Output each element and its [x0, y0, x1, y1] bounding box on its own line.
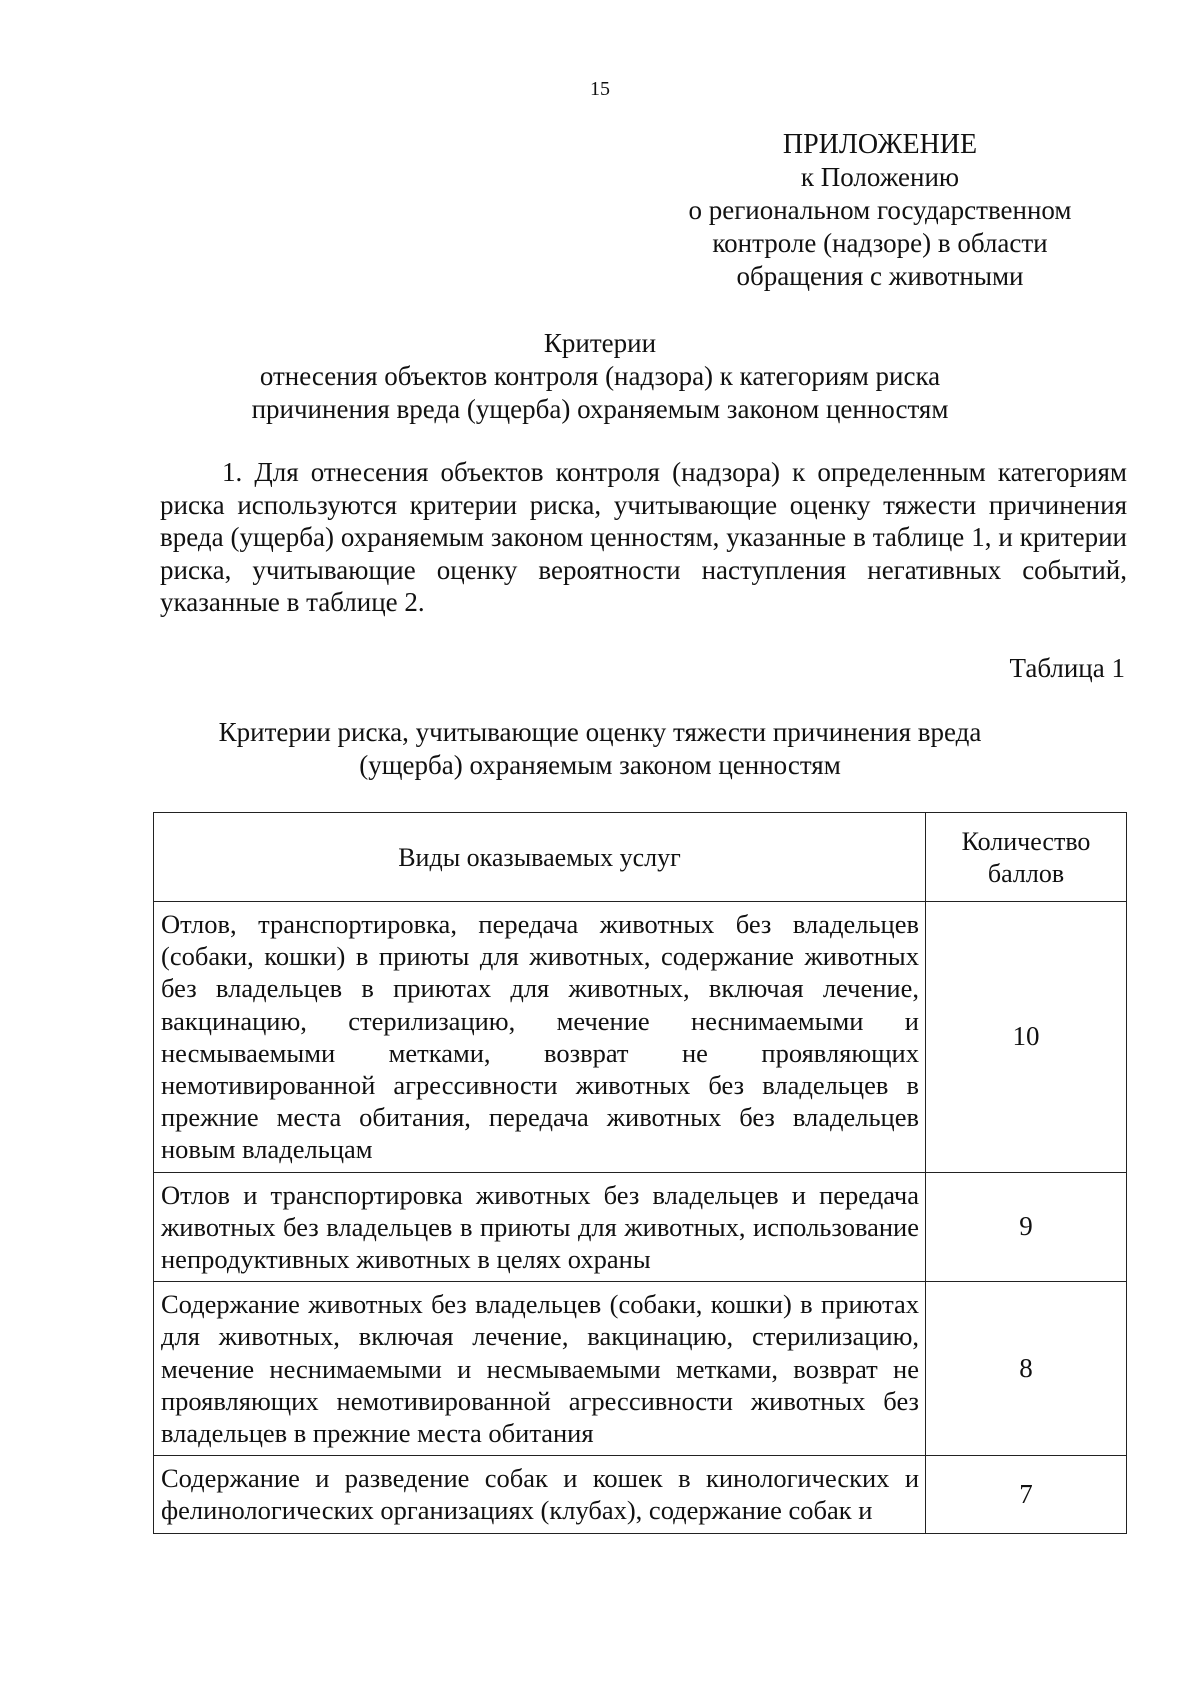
table-row: [154, 1282, 1127, 1456]
table-caption: [150, 716, 1050, 782]
page-number: 15: [590, 78, 610, 100]
appendix-line: обращения с животными: [736, 261, 1024, 291]
appendix-header: [640, 128, 1120, 293]
appendix-line: контроле (надзоре) в области: [712, 228, 1048, 258]
appendix-title: ПРИЛОЖЕНИЕ: [782, 129, 978, 160]
criteria-title-line: отнесения объектов контроля (надзора) к категориям риска: [259, 361, 941, 391]
table-row: [154, 902, 1127, 1173]
table-caption-line: (ущерба) охраняемым законом ценностям: [359, 750, 841, 780]
table-row: [154, 1456, 1127, 1533]
table-row: [154, 1172, 1127, 1282]
points-cell: 9: [926, 1172, 1127, 1282]
service-cell: Отлов и транспортировка животных без владельцев и передача животных без владельцев в приюты для животных, использование непродуктивных животных в целях охраны: [154, 1172, 926, 1282]
points-cell: 10: [926, 902, 1127, 1173]
header-points: Количество баллов: [926, 813, 1127, 902]
criteria-title-line: Критерии: [543, 328, 657, 358]
points-cell: 8: [926, 1282, 1127, 1456]
service-cell: Содержание и разведение собак и кошек в кинологических и фелинологических организациях (клубах), содержание собак и: [154, 1456, 926, 1533]
header-service: Виды оказываемых услуг: [154, 813, 926, 902]
paragraph-1: 1. Для отнесения объектов контроля (надзора) к определенным категориям риска используются критерии риска, учитывающие оценку тяжести причинения вреда (ущерба) охраняемым законом ценностям, указанные в таблице 1, и критерии риска, учитывающие оценку вероятности наступления негативных событий, указанные в таблице 2.: [160, 457, 1127, 617]
appendix-line: о региональном государственном: [688, 195, 1072, 225]
points-cell: 7: [926, 1456, 1127, 1533]
appendix-line: к Положению: [800, 162, 960, 192]
table-caption-line: Критерии риска, учитывающие оценку тяжести причинения вреда: [218, 717, 982, 747]
criteria-table: [153, 812, 1127, 1534]
table-header-row: [154, 813, 1127, 902]
service-cell: Содержание животных без владельцев (собаки, кошки) в приютах для животных, включая лечение, вакцинацию, стерилизацию, мечение неснимаемыми и несмываемыми метками, возврат не проявляющих немотивированной агрессивности животных без владельцев в прежние места обитания: [154, 1282, 926, 1456]
criteria-title-line: причинения вреда (ущерба) охраняемым законом ценностям: [251, 394, 949, 424]
criteria-title: [150, 327, 1050, 426]
service-cell: Отлов, транспортировка, передача животных без владельцев (собаки, кошки) в приюты для животных, содержание животных без владельцев в приютах для животных, включая лечение, вакцинацию, стерилизацию, мечение неснимаемыми и несмываемыми метками, возврат не проявляющих немотивированной агрессивности животных без владельцев в прежние места обитания, передача животных без владельцев новым владельцам: [154, 902, 926, 1173]
table-label: Таблица 1: [1009, 653, 1125, 683]
